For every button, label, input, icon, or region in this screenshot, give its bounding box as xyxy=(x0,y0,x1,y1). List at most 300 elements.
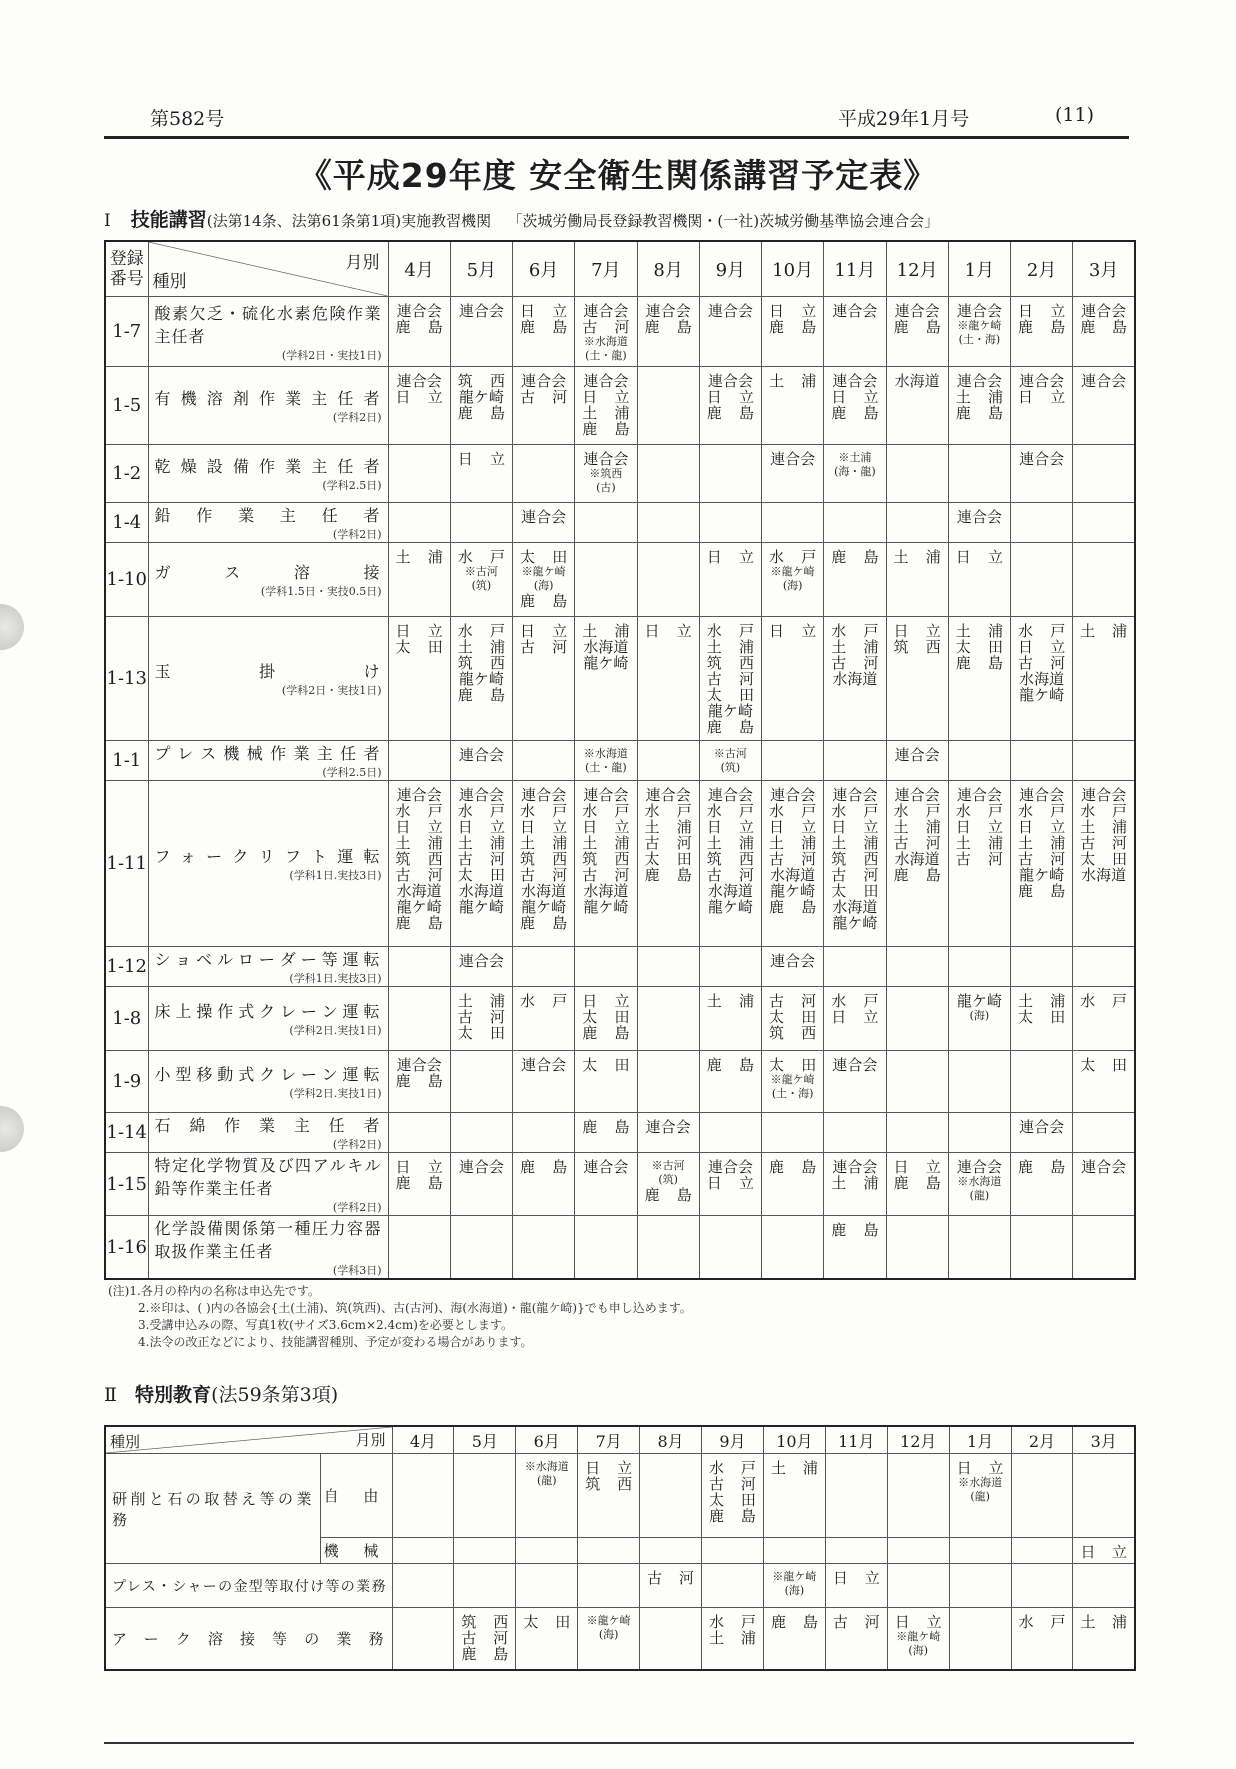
special-education-table xyxy=(104,1425,1136,1671)
course-subtype: 機 械 xyxy=(320,1538,392,1564)
venue-label: 連合会 xyxy=(894,746,940,764)
schedule-cell xyxy=(637,1216,699,1280)
schedule-cell xyxy=(450,543,512,617)
venue-label: (龍) xyxy=(536,1474,557,1487)
schedule-cell xyxy=(575,543,637,617)
course-row xyxy=(105,367,1135,445)
schedule-cell xyxy=(763,1564,825,1608)
schedule-cell xyxy=(1011,367,1073,445)
venue-label: 土 浦 xyxy=(395,834,443,852)
venue-label: 日 立 xyxy=(395,388,443,406)
binder-hole xyxy=(0,1106,24,1152)
venue-label: (筑) xyxy=(658,1173,678,1186)
schedule-cell xyxy=(762,617,824,741)
month-col-header: 11月 xyxy=(825,1426,887,1454)
venue-label: 連合会 xyxy=(396,1056,442,1074)
venue-label: (土・龍) xyxy=(585,349,627,362)
venue-label: 太 田 xyxy=(955,638,1003,656)
venue-label: (海・龍) xyxy=(834,465,876,478)
venue-label: 土 浦 xyxy=(457,992,505,1010)
course-name-cell xyxy=(148,781,388,947)
schedule-cell xyxy=(513,1153,575,1216)
venue-label: 水海道 xyxy=(832,898,878,916)
venue-label: 土 浦 xyxy=(955,834,1003,852)
schedule-cell xyxy=(575,1113,637,1153)
venue-label: 古 河 xyxy=(644,834,692,852)
schedule-cell xyxy=(637,947,699,987)
schedule-cell xyxy=(388,617,450,741)
schedule-cell xyxy=(699,445,761,503)
venue-label: 日 立 xyxy=(644,622,692,640)
month-col-header: 4月 xyxy=(388,241,450,297)
month-col-header: 12月 xyxy=(886,241,948,297)
schedule-cell xyxy=(516,1564,578,1608)
venue-label: 連合会 xyxy=(1019,372,1065,390)
venue-label: 古 河 xyxy=(647,1569,695,1587)
venue-label: 太 田 xyxy=(706,686,754,704)
section-name: 特別教育 xyxy=(135,1384,212,1406)
schedule-cell xyxy=(513,617,575,741)
schedule-cell xyxy=(699,367,761,445)
schedule-cell xyxy=(388,503,450,543)
venue-label: 龍ケ崎 xyxy=(583,898,629,916)
schedule-cell xyxy=(388,297,450,367)
venue-label: 連合会 xyxy=(521,508,567,526)
venue-label: 太 田 xyxy=(1080,1056,1127,1074)
venue-label: 土 浦 xyxy=(1080,1613,1127,1631)
venue-label: 水海道 xyxy=(707,882,753,900)
reg-number: 1-2 xyxy=(105,445,148,503)
schedule-cell xyxy=(824,947,886,987)
venue-label: 土 浦 xyxy=(395,548,443,566)
schedule-cell xyxy=(1011,543,1073,617)
venue-label: (海) xyxy=(969,1009,990,1022)
schedule-cell xyxy=(825,1454,887,1538)
venue-label: 古 河 xyxy=(520,866,568,884)
venue-label: 水海道 xyxy=(583,638,629,656)
venue-label: 連合会 xyxy=(832,1158,878,1176)
schedule-cell xyxy=(388,543,450,617)
schedule-cell xyxy=(575,741,637,781)
schedule-cell xyxy=(516,1608,578,1670)
venue-label: 土 浦 xyxy=(457,834,505,852)
schedule-cell xyxy=(762,543,824,617)
venue-label: 土 浦 xyxy=(582,622,630,640)
type-month-header xyxy=(105,1426,392,1454)
venue-label: 土 浦 xyxy=(831,638,879,656)
schedule-cell xyxy=(948,1113,1010,1153)
venue-label: ※龍ケ崎 xyxy=(521,565,566,578)
venue-label: 鹿 島 xyxy=(395,1174,443,1192)
venue-label: 連合会 xyxy=(1081,302,1127,320)
schedule-cell xyxy=(392,1608,454,1670)
course-name-cell xyxy=(148,445,388,503)
schedule-cell xyxy=(948,987,1010,1051)
venue-label: 鹿 島 xyxy=(644,866,692,884)
venue-label: 古 河 xyxy=(520,638,568,656)
month-col-header: 5月 xyxy=(450,241,512,297)
venue-label: 筑 西 xyxy=(893,638,941,656)
schedule-cell xyxy=(763,1608,825,1670)
venue-label: ※水海道 xyxy=(524,1460,569,1473)
course-duration: (学科2日) xyxy=(332,1201,382,1214)
course-name: 玉掛け xyxy=(154,662,382,681)
month-col-header: 12月 xyxy=(887,1426,949,1454)
schedule-cell xyxy=(824,1113,886,1153)
venue-label: (土・龍) xyxy=(585,761,627,774)
venue-label: 太 田 xyxy=(1018,1008,1066,1026)
venue-label: 古 河 xyxy=(706,670,754,688)
schedule-cell xyxy=(450,1051,512,1113)
venue-label: 太 田 xyxy=(644,850,692,868)
venue-label: 古 河 xyxy=(893,834,941,852)
course-name: ガス溶接 xyxy=(154,563,382,582)
schedule-cell xyxy=(762,781,824,947)
venue-label: 日 立 xyxy=(955,818,1003,836)
venue-label: (海) xyxy=(533,579,554,592)
schedule-cell xyxy=(450,1113,512,1153)
venue-label: 土 浦 xyxy=(1080,818,1127,836)
schedule-cell xyxy=(824,781,886,947)
issue-number: 第582号 xyxy=(150,108,225,130)
schedule-cell xyxy=(1073,367,1135,445)
venue-label: 日 立 xyxy=(1018,818,1066,836)
schedule-cell xyxy=(450,367,512,445)
venue-label: 筑 西 xyxy=(706,850,754,868)
month-col-header: 10月 xyxy=(763,1426,825,1454)
venue-label: 水 戸 xyxy=(457,802,505,820)
course-name-cell xyxy=(148,987,388,1051)
venue-label: 水 戸 xyxy=(644,802,692,820)
venue-label: 龍ケ崎 xyxy=(458,898,504,916)
venue-label: 日 立 xyxy=(582,388,630,406)
schedule-cell xyxy=(762,367,824,445)
section-law: (法第14条、法第61条第1項) xyxy=(206,212,402,230)
venue-label: 太 田 xyxy=(831,882,879,900)
note-item: 1.各月の枠内の名称は申込先です。 xyxy=(129,1284,320,1298)
course-name-cell xyxy=(148,1153,388,1216)
venue-label: ※土浦 xyxy=(838,451,872,464)
venue-label: 龍ケ崎 xyxy=(1019,686,1065,704)
venue-label: 龍ケ崎 xyxy=(707,702,753,720)
section2-heading xyxy=(104,1380,338,1407)
course-row xyxy=(105,617,1135,741)
venue-label: 水海道 xyxy=(1081,866,1127,884)
schedule-cell xyxy=(1011,1564,1073,1608)
course-name-cell xyxy=(105,1564,392,1608)
schedule-cell xyxy=(1073,297,1135,367)
venue-label: 水 戸 xyxy=(520,802,568,820)
schedule-cell xyxy=(1011,1454,1073,1538)
header-rule xyxy=(104,136,1129,139)
schedule-cell xyxy=(392,1454,454,1538)
page-number: (11) xyxy=(1055,104,1095,126)
venue-label: 土 浦 xyxy=(831,834,879,852)
schedule-cell xyxy=(702,1564,764,1608)
venue-label: 水 戸 xyxy=(706,622,754,640)
venue-label: 日 立 xyxy=(582,818,630,836)
month-col-header: 7月 xyxy=(578,1426,640,1454)
schedule-cell xyxy=(887,1608,949,1670)
schedule-cell xyxy=(513,445,575,503)
venue-label: 鹿 島 xyxy=(893,318,941,336)
venue-label: 水 戸 xyxy=(769,548,817,566)
venue-label: 連合会 xyxy=(832,786,878,804)
schedule-cell xyxy=(388,987,450,1051)
schedule-cell xyxy=(825,1538,887,1564)
venue-label: 龍ケ崎 xyxy=(458,388,504,406)
schedule-cell xyxy=(575,947,637,987)
schedule-cell xyxy=(392,1564,454,1608)
venue-label: 龍ケ崎 xyxy=(832,914,878,932)
schedule-cell xyxy=(886,741,948,781)
venue-label: 土 浦 xyxy=(582,404,630,422)
venue-label: 土 浦 xyxy=(582,834,630,852)
schedule-cell xyxy=(450,1153,512,1216)
schedule-cell xyxy=(575,617,637,741)
venue-label: 水 戸 xyxy=(1080,992,1127,1010)
schedule-cell xyxy=(513,367,575,445)
venue-label: (土・海) xyxy=(771,1087,814,1100)
venue-label: 連合会 xyxy=(458,786,504,804)
page-title: 《平成29年度 安全衛生関係講習予定表》 xyxy=(298,156,938,195)
schedule-cell xyxy=(763,1538,825,1564)
venue-label: 筑 西 xyxy=(585,1475,633,1493)
venue-label: ※龍ケ崎 xyxy=(896,1630,941,1643)
venue-label: 鹿 島 xyxy=(582,420,630,438)
venue-label: 水 戸 xyxy=(1080,802,1127,820)
venue-label: 連合会 xyxy=(956,508,1002,526)
venue-label: 鹿 島 xyxy=(955,404,1003,422)
course-name: 乾燥設備作業主任者 xyxy=(154,457,382,476)
venue-label: 鹿 島 xyxy=(1018,318,1066,336)
schedule-cell xyxy=(637,1051,699,1113)
course-name: 酸素欠乏・硫化水素危険作業主任者 xyxy=(154,303,382,346)
venue-label: 太 田 xyxy=(582,1056,630,1074)
schedule-cell xyxy=(513,987,575,1051)
schedule-cell xyxy=(1011,1051,1073,1113)
schedule-cell xyxy=(948,1216,1010,1280)
venue-label: 連合会 xyxy=(458,952,504,970)
venue-label: 太 田 xyxy=(520,548,568,566)
venue-label: 鹿 島 xyxy=(893,866,941,884)
schedule-cell xyxy=(1073,503,1135,543)
course-row xyxy=(105,947,1135,987)
schedule-cell xyxy=(762,445,824,503)
course-duration: (学科1日.実技3日) xyxy=(289,869,382,882)
schedule-cell xyxy=(699,1153,761,1216)
venue-label: 土 浦 xyxy=(770,1459,818,1477)
course-name-cell xyxy=(105,1608,392,1670)
venue-label: 古 河 xyxy=(457,1008,505,1026)
type-header: 種別 xyxy=(110,1433,141,1451)
section-name: 技能講習 xyxy=(130,209,207,231)
schedule-cell xyxy=(948,503,1010,543)
venue-label: 土 浦 xyxy=(893,548,941,566)
schedule-cell xyxy=(824,503,886,543)
venue-label: 日 立 xyxy=(582,992,630,1010)
schedule-cell xyxy=(948,367,1010,445)
venue-label: 連合会 xyxy=(521,372,567,390)
venue-label: ※水海道 xyxy=(958,1476,1003,1489)
venue-label: ※古河 xyxy=(464,565,498,578)
schedule-cell xyxy=(762,987,824,1051)
schedule-cell xyxy=(762,1216,824,1280)
venue-label: 水 戸 xyxy=(457,548,505,566)
venue-label: 土 浦 xyxy=(706,638,754,656)
course-row xyxy=(105,1051,1135,1113)
schedule-cell xyxy=(948,741,1010,781)
schedule-cell xyxy=(575,987,637,1051)
schedule-cell xyxy=(887,1564,949,1608)
schedule-cell xyxy=(699,503,761,543)
venue-label: 日 立 xyxy=(1018,302,1066,320)
venue-label: 連合会 xyxy=(396,786,442,804)
binder-hole xyxy=(0,604,24,650)
venue-label: 古 河 xyxy=(457,850,505,868)
venue-label: 日 立 xyxy=(706,548,754,566)
footer-rule xyxy=(104,1742,1134,1744)
schedule-cell xyxy=(513,947,575,987)
venue-label: 鹿 島 xyxy=(644,1186,692,1204)
venue-label: 土 浦 xyxy=(893,818,941,836)
course-duration: (学科2日・実技1日) xyxy=(281,348,382,362)
course-name-cell xyxy=(148,617,388,741)
venue-label: 龍ケ崎 xyxy=(770,882,816,900)
venue-label: 太 田 xyxy=(769,1056,817,1074)
course-row xyxy=(105,1564,1135,1608)
course-name: 石綿作業主任者 xyxy=(154,1116,382,1135)
venue-label: (龍) xyxy=(970,1490,990,1503)
schedule-cell xyxy=(699,987,761,1051)
schedule-cell xyxy=(1011,1153,1073,1216)
venue-label: 龍ケ崎 xyxy=(707,898,753,916)
venue-label: 日 立 xyxy=(831,1008,879,1026)
schedule-cell xyxy=(388,947,450,987)
venue-label: 鹿 島 xyxy=(395,914,443,932)
schedule-cell xyxy=(886,1153,948,1216)
course-name-cell xyxy=(148,1216,388,1280)
course-row xyxy=(105,297,1135,367)
venue-label: 水海道 xyxy=(458,882,504,900)
schedule-cell xyxy=(388,1051,450,1113)
venue-label: 水海道 xyxy=(1019,670,1065,688)
schedule-cell xyxy=(516,1454,578,1538)
venue-label: 土 浦 xyxy=(769,372,817,390)
schedule-cell xyxy=(824,543,886,617)
venue-label: 日 立 xyxy=(831,388,879,406)
schedule-cell xyxy=(1011,1608,1073,1670)
course-row xyxy=(105,741,1135,781)
venue-label: 鹿 島 xyxy=(955,654,1003,672)
course-name: 小型移動式クレーン運転 xyxy=(154,1065,382,1084)
schedule-cell xyxy=(578,1608,640,1670)
reg-number-header: 登録 番号 xyxy=(105,241,148,297)
venue-label: (海) xyxy=(908,1644,928,1657)
schedule-cell xyxy=(948,617,1010,741)
schedule-cell xyxy=(513,1216,575,1280)
schedule-cell xyxy=(948,1051,1010,1113)
reg-number: 1-9 xyxy=(105,1051,148,1113)
month-col-header: 1月 xyxy=(949,1426,1011,1454)
schedule-cell xyxy=(454,1454,516,1538)
course-row xyxy=(105,445,1135,503)
schedule-cell xyxy=(513,503,575,543)
venue-label: 連合会 xyxy=(396,372,442,390)
schedule-cell xyxy=(640,1454,702,1538)
course-duration: (学科2.5日) xyxy=(322,766,382,779)
venue-label: 鹿 島 xyxy=(461,1645,509,1663)
venue-label: 水海道 xyxy=(396,882,442,900)
venue-label: 日 立 xyxy=(457,450,505,468)
schedule-cell xyxy=(1073,1153,1135,1216)
schedule-cell xyxy=(824,1051,886,1113)
schedule-cell xyxy=(513,297,575,367)
venue-label: 太 田 xyxy=(395,638,443,656)
venue-label: (筑) xyxy=(471,579,492,592)
venue-label: 日 立 xyxy=(585,1459,633,1477)
venue-label: 筑 西 xyxy=(706,654,754,672)
venue-label: 古 河 xyxy=(461,1629,509,1647)
schedule-cell xyxy=(948,297,1010,367)
venue-label: 水 戸 xyxy=(955,802,1003,820)
schedule-cell xyxy=(513,543,575,617)
venue-label: 水 戸 xyxy=(520,992,568,1010)
schedule-cell xyxy=(575,1153,637,1216)
schedule-cell xyxy=(1011,781,1073,947)
schedule-cell xyxy=(637,617,699,741)
course-name: 有機溶剤作業主任者 xyxy=(154,389,382,408)
course-duration: (学科3日) xyxy=(332,1264,382,1277)
reg-number: 1-15 xyxy=(105,1153,148,1216)
venue-label: 古 河 xyxy=(520,388,568,406)
schedule-cell xyxy=(886,1113,948,1153)
month-col-header: 8月 xyxy=(637,241,699,297)
venue-label: 日 立 xyxy=(769,818,817,836)
venue-label: 日 立 xyxy=(706,818,754,836)
org-label: 実施教習機関 xyxy=(401,212,492,230)
schedule-cell xyxy=(699,617,761,741)
venue-label: 水 戸 xyxy=(1018,622,1066,640)
schedule-cell xyxy=(578,1564,640,1608)
venue-label: 龍ケ崎 xyxy=(1019,866,1065,884)
venue-label: 鹿 島 xyxy=(520,914,568,932)
venue-label: 連合会 xyxy=(396,302,442,320)
venue-label: 鹿 島 xyxy=(457,404,505,422)
venue-label: 水 戸 xyxy=(709,1613,756,1631)
venue-label: 龍ケ崎 xyxy=(396,898,442,916)
venue-label: 連合会 xyxy=(1081,372,1127,390)
schedule-cell xyxy=(454,1538,516,1564)
month-col-header: 10月 xyxy=(762,241,824,297)
reg-number: 1-4 xyxy=(105,503,148,543)
schedule-cell xyxy=(1011,617,1073,741)
venue-label: 土 浦 xyxy=(709,1629,756,1647)
venue-label: 鹿 島 xyxy=(706,718,754,736)
venue-label: 古 河 xyxy=(1080,834,1127,852)
venue-label: 古 河 xyxy=(1018,654,1066,672)
venue-label: 古 河 xyxy=(395,866,443,884)
schedule-cell xyxy=(578,1538,640,1564)
note-item: 4.法令の改正などにより、技能講習種別、予定が変わる場合があります。 xyxy=(138,1335,533,1349)
schedule-cell xyxy=(388,1113,450,1153)
venue-label: 日 立 xyxy=(520,622,568,640)
venue-label: ※水海道 xyxy=(583,335,628,348)
month-col-header: 3月 xyxy=(1073,241,1135,297)
venue-label: 鹿 島 xyxy=(395,318,443,336)
schedule-cell xyxy=(948,445,1010,503)
venue-label: 日 立 xyxy=(395,1158,443,1176)
